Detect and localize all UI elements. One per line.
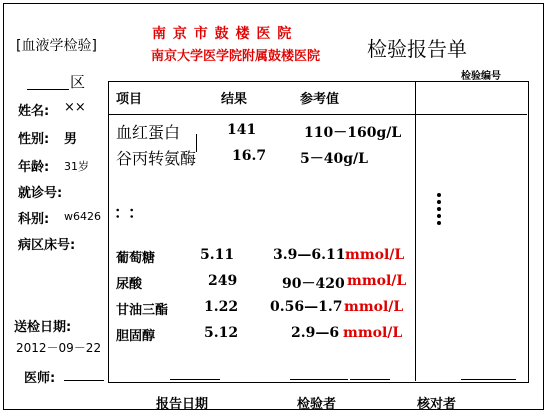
text-cursor xyxy=(196,134,197,152)
report-date-label: 报告日期 xyxy=(156,397,209,412)
inspector-label: 检验者 xyxy=(297,397,337,412)
column-header-reference: 参考值 xyxy=(300,92,340,107)
row-result: 249 xyxy=(208,273,238,289)
signature-line xyxy=(461,379,516,380)
district-label: 区 xyxy=(70,73,86,91)
gender-label: 性别: xyxy=(18,132,50,147)
department-label: 科别: xyxy=(18,212,50,227)
doctor-label: 医师: xyxy=(24,371,56,386)
row-reference: 3.9—6.11 xyxy=(273,247,346,263)
row-result: 5.11 xyxy=(200,247,235,263)
row-item: 胆固醇 xyxy=(116,329,156,344)
bed-label: 病区床号: xyxy=(18,238,76,253)
row-result: 5.12 xyxy=(204,325,239,341)
signature-line xyxy=(290,379,348,380)
age-label: 年龄: xyxy=(18,160,50,175)
row-reference: 5－40g/L xyxy=(300,151,368,167)
department-value: w6426 xyxy=(64,210,101,223)
hospital-name: 南 京 市 鼓 楼 医 院 xyxy=(152,26,293,42)
row-result: 16.7 xyxy=(232,148,267,164)
row-item: 谷丙转氨酶 xyxy=(116,149,197,168)
column-header-item: 项目 xyxy=(116,92,143,107)
send-date-value: 2012－09－22 xyxy=(16,341,102,355)
row-item: 甘油三酯 xyxy=(116,303,169,318)
hospital-affiliation: 南京大学医学院附属鼓楼医院 xyxy=(151,49,321,64)
name-label: 姓名: xyxy=(18,104,50,119)
table-divider-vertical xyxy=(415,82,416,381)
row-unit: mmol/L xyxy=(347,273,407,289)
checker-label: 核对者 xyxy=(417,397,457,412)
row-unit: mmol/L xyxy=(345,247,405,263)
exam-number-label: 检验编号 xyxy=(461,71,501,82)
row-unit: mmol/L xyxy=(343,325,403,341)
row-reference: 110－160g/L xyxy=(304,125,402,141)
signature-line xyxy=(350,379,390,380)
row-result: 141 xyxy=(227,122,257,138)
visit-number-label: 就诊号: xyxy=(18,186,63,201)
row-item: 尿酸 xyxy=(116,277,143,292)
report-title: 检验报告单 xyxy=(367,37,467,61)
table-header-divider xyxy=(109,114,527,115)
row-reference: 90－420 xyxy=(282,276,345,292)
district-blank-line xyxy=(27,89,69,90)
row-reference: 0.56—1.7 xyxy=(270,299,343,315)
doctor-blank-line xyxy=(64,380,104,381)
row-unit: mmol/L xyxy=(344,299,404,315)
name-value: ×× xyxy=(64,100,86,115)
section-label: [血液学检验] xyxy=(16,38,97,54)
send-date-label: 送检日期: xyxy=(14,320,72,335)
gender-value: 男 xyxy=(64,132,78,147)
age-value: 31岁 xyxy=(64,160,89,173)
ellipsis-left: ：： xyxy=(114,203,151,222)
row-item: 葡萄糖 xyxy=(116,251,156,266)
row-reference: 2.9—6 xyxy=(291,325,340,341)
row-result: 1.22 xyxy=(204,299,239,315)
column-header-result: 结果 xyxy=(221,92,248,107)
signature-line xyxy=(170,379,220,380)
row-item: 血红蛋白 xyxy=(116,123,181,142)
ellipsis-right xyxy=(437,190,441,228)
